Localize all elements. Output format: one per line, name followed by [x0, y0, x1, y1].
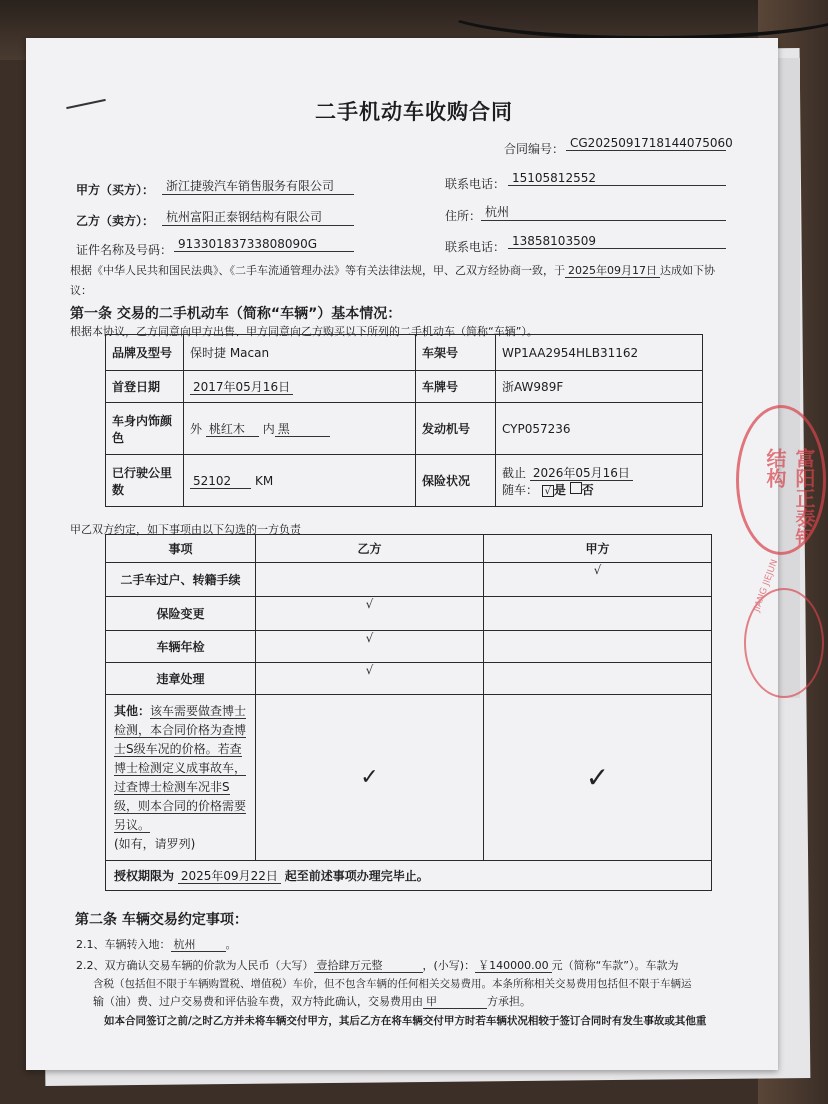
brand-value: 保时捷 Macan	[184, 335, 416, 371]
party-a-phone-label: 联系电话：	[445, 177, 506, 191]
article2-item2-line1: 2.2、双方确认交易车辆的价款为人民币（大写） 壹拾肆万元整 ，(小写)： ￥140000.00 元（简称“车款”）。车款为	[76, 959, 679, 972]
duty-row-party-b: √	[256, 597, 484, 631]
engine-value: CYP057236	[496, 403, 703, 455]
party-b-phone-label: 联系电话：	[445, 240, 506, 254]
other-line: 级，则本合同的价格需要	[114, 798, 247, 813]
duty-header-party-b: 乙方	[256, 535, 484, 563]
party-b-label: 乙方（卖方）：	[76, 214, 155, 228]
insurance-until: 2026年05月16日	[530, 466, 633, 481]
party-a-phone: 15105812552	[508, 171, 726, 186]
other-terms-label: 其他：	[114, 703, 151, 718]
party-a-name: 浙江捷骏汽车销售服务有限公司	[162, 177, 354, 195]
duty-row-party-a: √	[484, 563, 712, 597]
duty-row-item: 保险变更	[106, 597, 256, 631]
mileage-cell: 52102 KM	[184, 455, 416, 507]
article2-footer: 如本合同签订之前/之时乙方并未将车辆交付甲方，其后乙方在将车辆交付甲方时若车辆状况相较于签订合同时有发生事故或其他重	[104, 1015, 707, 1027]
duty-row-party-b	[256, 563, 484, 597]
article2-item2-line2: 含税（包括但不限于车辆购置税、增值税）车价，但不包含车辆的任何相关交易费用。本条所称相关交易费用包括但不限于车辆运	[93, 978, 692, 990]
article1-heading: 第一条 交易的二手机动车（简称“车辆”）基本情况：	[70, 306, 402, 322]
reg-date-label: 首登日期	[106, 371, 184, 403]
other-line: 该车需要做查博士	[150, 703, 247, 718]
duty-row-party-b: √	[256, 631, 484, 663]
other-line: 过查博士检测车况非S	[114, 779, 230, 794]
engine-label: 发动机号	[416, 403, 496, 455]
price-upper: 壹拾肆万元整	[314, 959, 423, 973]
page-title: 二手机动车收购合同	[315, 100, 513, 124]
other-line: 检测，本合同价格为查博	[114, 722, 247, 737]
other-terms-cell	[106, 695, 256, 861]
price-lower: ￥140000.00	[475, 959, 552, 973]
duty-row-item: 违章处理	[106, 663, 256, 695]
mileage-value: 52102	[190, 474, 251, 489]
party-b-id-label: 证件名称及号码：	[76, 243, 173, 257]
interior-color: 黑	[275, 422, 330, 437]
party-b-id-number: 91330183733808090G	[174, 237, 354, 252]
with-car-no-checkbox	[570, 482, 582, 494]
preamble: 根据《中华人民共和国民法典》、《二手车流通管理办法》等有关法律法规，甲、乙双方经协商一致，于 2025年09月17日 达成如下协	[70, 264, 715, 277]
party-b-address: 杭州	[481, 203, 726, 221]
agreement-date: 2025年09月17日	[565, 264, 660, 278]
preamble-line2: 议：	[70, 284, 92, 297]
authorization-row: 授权期限为 2025年09月22日 起至前述事项办理完毕止。	[106, 861, 712, 891]
insurance-cell: 截止 2026年05月16日 随车： √ 是 否	[496, 455, 703, 507]
brand-label: 品牌及型号	[106, 335, 184, 371]
mileage-label: 已行驶公里数	[106, 455, 184, 507]
with-car-yes-checkbox: √	[542, 485, 554, 497]
authorization-date: 2025年09月22日	[178, 869, 281, 884]
duty-table	[105, 534, 712, 891]
reg-date-cell	[184, 371, 416, 403]
exterior-color: 桃红木	[206, 422, 259, 437]
other-party-a-check: ✓	[484, 695, 712, 861]
article2-item2-line3: 输（油）费、过户交易费和评估验车费，双方特此确认，交易费用由 甲 方承担。	[93, 995, 531, 1008]
article1-intro: 根据本协议，乙方同意向甲方出售、甲方同意向乙方购买以下所列的二手机动车（简称“车辆”）。	[70, 325, 538, 338]
vin-value: WP1AA2954HLB31162	[496, 335, 703, 371]
contract-no-value: CG2025091718144075060	[566, 136, 726, 151]
duty-row-party-b: √	[256, 663, 484, 695]
party-b-name: 杭州富阳正泰钢结构有限公司	[162, 208, 354, 226]
color-cell: 外 桃红木 内 黑	[184, 403, 416, 455]
duty-header-item: 事项	[106, 535, 256, 563]
party-b-address-label: 住所：	[445, 209, 482, 223]
other-party-b-check: ✓	[256, 695, 484, 861]
insurance-label: 保险状况	[416, 455, 496, 507]
vin-label: 车架号	[416, 335, 496, 371]
other-note: (如有，请罗列)	[114, 836, 196, 851]
other-line: 博士检测定义成事故车，	[114, 760, 247, 775]
reg-date-value: 2017年05月16日	[190, 380, 293, 395]
duty-header-party-a: 甲方	[484, 535, 712, 563]
duty-row-party-a	[484, 631, 712, 663]
personal-seal: JIANG JIEJUN	[744, 588, 824, 698]
fee-party: 甲	[423, 995, 487, 1009]
duty-row-party-a	[484, 663, 712, 695]
article2-heading: 第二条 车辆交易约定事项：	[75, 912, 248, 928]
color-label: 车身内饰颜色	[106, 403, 184, 455]
duty-row-item: 车辆年检	[106, 631, 256, 663]
plate-value: 浙AW989F	[496, 371, 703, 403]
duty-row-party-a	[484, 597, 712, 631]
other-line: 士S级车况的价格。若查	[114, 741, 242, 756]
vehicle-info-table	[105, 334, 703, 507]
duty-row-item: 二手车过户、转籍手续	[106, 563, 256, 597]
party-a-label: 甲方（买方）：	[76, 183, 155, 197]
other-line: 另议。	[114, 817, 151, 832]
duty-intro: 甲乙双方约定，如下事项由以下勾选的一方负责	[70, 523, 301, 536]
company-seal: 富阳正泰钢结构	[736, 405, 826, 555]
transfer-destination: 杭州	[171, 938, 226, 952]
article2-item1: 2.1、车辆转入地： 杭州 。	[76, 938, 237, 951]
plate-label: 车牌号	[416, 371, 496, 403]
contract-no-label: 合同编号：	[504, 142, 565, 156]
party-b-phone: 13858103509	[508, 234, 726, 249]
